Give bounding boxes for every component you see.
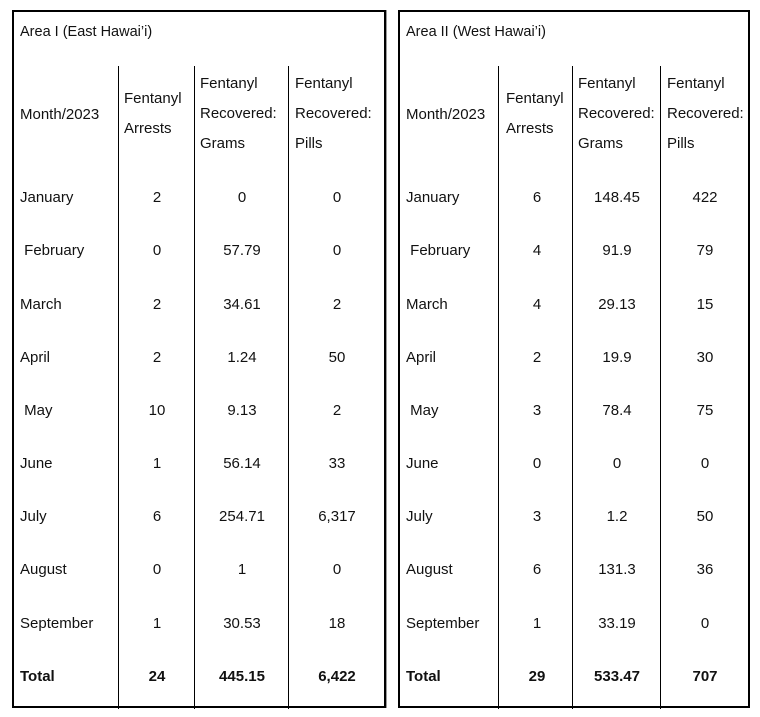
header-pills: Recovered: [667, 105, 744, 122]
row-arrests: 6 [152, 508, 162, 525]
area-title: Area II (West Hawai’i) [406, 24, 546, 40]
row-arrests: 3 [532, 402, 542, 419]
header-pills: Fentanyl [667, 75, 725, 92]
row-month: April [20, 349, 51, 366]
row-arrests: 4 [532, 296, 542, 313]
row-arrests: 0 [152, 561, 162, 578]
total-grams: 445.15 [219, 668, 265, 685]
row-pills: 0 [700, 455, 710, 472]
row-pills: 6,317 [318, 508, 356, 525]
row-month: April [406, 349, 437, 366]
row-month: August [406, 561, 453, 578]
row-pills: 33 [328, 455, 346, 472]
row-pills: 79 [696, 242, 714, 259]
row-grams: 30.53 [223, 615, 261, 632]
row-grams: 254.71 [219, 508, 265, 525]
row-grams: 131.3 [598, 561, 636, 578]
header-grams: Fentanyl [200, 75, 258, 92]
total-arrests: 24 [148, 668, 166, 685]
column-separator [660, 66, 661, 709]
row-pills: 15 [696, 296, 714, 313]
row-arrests: 0 [152, 242, 162, 259]
column-separator [572, 66, 573, 709]
row-grams: 1.24 [227, 349, 257, 366]
row-arrests: 0 [532, 455, 542, 472]
row-arrests: 1 [532, 615, 542, 632]
row-month: September [406, 615, 480, 632]
row-month: February [406, 242, 471, 259]
row-month: March [406, 296, 448, 313]
row-arrests: 6 [532, 189, 542, 206]
row-grams: 91.9 [602, 242, 632, 259]
header-arrests: Fentanyl [506, 90, 564, 107]
row-grams: 33.19 [598, 615, 636, 632]
row-month: August [20, 561, 67, 578]
header-arrests: Arrests [124, 120, 172, 137]
row-month: July [20, 508, 47, 525]
area-west-table [398, 10, 750, 708]
row-grams: 1 [237, 561, 247, 578]
row-pills: 0 [332, 561, 342, 578]
header-month: Month/2023 [20, 106, 100, 123]
header-pills: Fentanyl [295, 75, 353, 92]
row-grams: 57.79 [223, 242, 261, 259]
row-arrests: 4 [532, 242, 542, 259]
row-pills: 0 [332, 242, 342, 259]
header-arrests: Arrests [506, 120, 554, 137]
row-month: September [20, 615, 94, 632]
row-grams: 78.4 [602, 402, 632, 419]
row-grams: 148.45 [594, 189, 640, 206]
total-pills: 6,422 [318, 668, 356, 685]
row-arrests: 6 [532, 561, 542, 578]
row-month: June [20, 455, 53, 472]
total-label: Total [406, 668, 441, 685]
row-pills: 36 [696, 561, 714, 578]
row-grams: 29.13 [598, 296, 636, 313]
total-grams: 533.47 [594, 668, 640, 685]
column-separator [118, 66, 119, 709]
row-grams: 0 [237, 189, 247, 206]
row-month: May [20, 402, 53, 419]
header-pills: Pills [295, 135, 323, 152]
header-month: Month/2023 [406, 106, 486, 123]
row-arrests: 10 [148, 402, 166, 419]
header-grams: Recovered: [200, 105, 277, 122]
row-pills: 422 [692, 189, 718, 206]
header-arrests: Fentanyl [124, 90, 182, 107]
row-pills: 2 [332, 402, 342, 419]
total-label: Total [20, 668, 55, 685]
column-separator [194, 66, 195, 709]
row-pills: 18 [328, 615, 346, 632]
row-month: July [406, 508, 433, 525]
row-pills: 75 [696, 402, 714, 419]
column-separator [498, 66, 499, 709]
row-pills: 30 [696, 349, 714, 366]
header-grams: Grams [578, 135, 623, 152]
row-pills: 50 [328, 349, 346, 366]
row-arrests: 2 [152, 349, 162, 366]
column-separator [288, 66, 289, 709]
row-grams: 9.13 [227, 402, 257, 419]
row-grams: 1.2 [606, 508, 628, 525]
row-month: June [406, 455, 439, 472]
row-pills: 0 [332, 189, 342, 206]
row-arrests: 1 [152, 455, 162, 472]
row-month: May [406, 402, 439, 419]
row-grams: 19.9 [602, 349, 632, 366]
area-east-table [12, 10, 386, 708]
header-pills: Pills [667, 135, 695, 152]
header-grams: Recovered: [578, 105, 655, 122]
header-grams: Fentanyl [578, 75, 636, 92]
row-month: March [20, 296, 62, 313]
row-grams: 34.61 [223, 296, 261, 313]
area-title: Area I (East Hawai’i) [20, 24, 153, 40]
header-pills: Recovered: [295, 105, 372, 122]
header-grams: Grams [200, 135, 245, 152]
row-month: February [20, 242, 85, 259]
row-arrests: 3 [532, 508, 542, 525]
row-pills: 0 [700, 615, 710, 632]
row-arrests: 1 [152, 615, 162, 632]
row-arrests: 2 [152, 296, 162, 313]
row-month: January [406, 189, 460, 206]
total-pills: 707 [692, 668, 718, 685]
row-month: January [20, 189, 74, 206]
row-grams: 56.14 [223, 455, 261, 472]
total-arrests: 29 [528, 668, 546, 685]
row-arrests: 2 [152, 189, 162, 206]
row-pills: 50 [696, 508, 714, 525]
row-arrests: 2 [532, 349, 542, 366]
row-grams: 0 [612, 455, 622, 472]
row-pills: 2 [332, 296, 342, 313]
